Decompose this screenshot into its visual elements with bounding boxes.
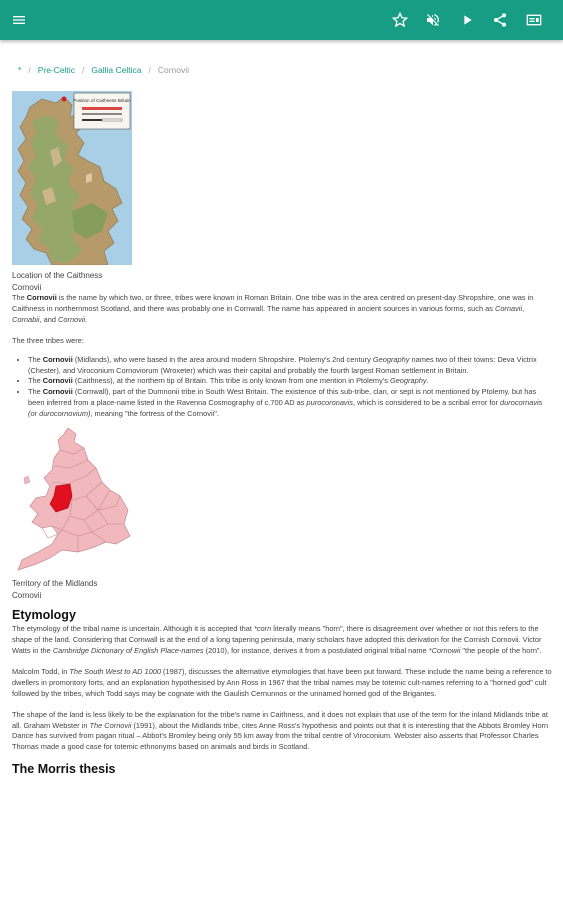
tribes-list	[12, 355, 552, 420]
play-icon[interactable]	[457, 10, 477, 30]
morris-thesis-heading: The Morris thesis	[12, 762, 116, 777]
map-inset-title: Position of Caithness Britain	[73, 98, 131, 103]
etymology-paragraph-2: Malcolm Todd, in The South West to AD 1000 (1987), discusses the alternative etymologies that have been put forward. These include the name being a reference to dwellers in promontory forts, and an explanation hypothesised by Ann Ross in 1967 that the tribal names may be totemic cult-names referring to a "horned god" cult followed by the tribes, which Todd says may be cognate with the Gaulish Cernunnos or the unnamed horned god of the Brigantes.	[12, 667, 552, 698]
mute-icon[interactable]	[423, 10, 443, 30]
breadcrumb-pre-celtic[interactable]: Pre-Celtic	[37, 65, 75, 75]
breadcrumb-current: Cornovii	[157, 65, 190, 75]
star-icon[interactable]	[390, 10, 410, 30]
figure1-caption-sub: Cornovii	[12, 282, 42, 292]
caithness-location-map[interactable]	[12, 91, 132, 265]
etymology-paragraph-1: The etymology of the tribal name is uncertain. Although it is accepted that *corn literally means "horn", there is disagreement over whether or not this refers to the shape of the land. Considering that Cornwall is at the end of a long tapering peninsula, many scholars have adopted this derivation for the Cornish Cornovii. Victor Watts in the Cambridge Dictionary of English Place-names (2010), for instance, derives it from a postulated original tribal name *Cornowii "the people of the horn".	[12, 624, 542, 656]
reader-icon[interactable]	[524, 10, 544, 30]
three-tribes-intro: The three tribes were:	[12, 335, 84, 345]
figure1-caption: Location of the Caithness	[12, 271, 103, 280]
breadcrumb-gallia-celtica[interactable]: Gallia Celtica	[91, 65, 142, 75]
midlands-territory-map[interactable]	[12, 426, 132, 572]
list-item: • The Cornovii (Midlands), who were based in the area around modern Shropshire. Ptolemy's 2nd century Geography names two of their towns: Deva Victrix (Chester), and Viroconium Cornoviorum (Wroxeter) which was their capital and probably the fourth largest Roman settlement in Britain.	[28, 355, 552, 377]
app-toolbar	[0, 0, 563, 40]
intro-paragraph: The Cornovii is the name by which two, or three, tribes were known in Roman Britain. One tribe was in the area centred on present-day Shropshire, one was in Caithness in northernmost Scotland, and there was probably one in Cornwall. The name has appeared in ancient sources in various forms, such as Cornavii, Cornabii, and Cornovii.	[12, 293, 534, 324]
list-item: • The Cornovii (Cornwall), part of the Dumnonii tribe in South West Britain. The existence of this sub-tribe, clan, or sept is not mentioned by Ptolemy, but has been inferred from a place-name listed in the Ravenna Cosmography of c.700 AD as purocoronavis, which is considered to be a scribal error for durocornavis (or durocornovium), meaning "the fortress of the Cornovii".	[28, 387, 552, 420]
breadcrumb-home[interactable]: *	[18, 65, 22, 75]
breadcrumb: * / Pre-Celtic / Gallia Celtica / Cornovii	[18, 65, 190, 75]
etymology-heading: Etymology	[12, 608, 76, 623]
share-icon[interactable]	[490, 10, 510, 30]
article-content	[12, 91, 552, 778]
figure2-caption: Territory of the Midlands	[12, 578, 98, 588]
menu-icon[interactable]	[9, 10, 29, 30]
list-item: • The Cornovii (Caithness), at the northern tip of Britain. This tribe is only known from one mention in Ptolemy's Geography.	[28, 376, 552, 387]
figure2-caption-sub: Cornovii	[12, 590, 42, 600]
etymology-paragraph-3: The shape of the land is less likely to be the explanation for the tribe's name in Caithness, and it does not explain that use of the term for the inland Midlands tribe at all. Graham Webster in The Cornovii (1991), about the Midlands tribe, cites Anne Ross's hypothesis and points out that it is interesting that the Abbots Bromley Horn Dance has survived from pagan ritual – Abbot's Bromley being only 55 km away from the tribal centre of Viroconium. Webster also asserts that Professor Charles Thomas made a good case for totemic ethnonyms based on animals and birds in Scotland.	[12, 709, 549, 752]
